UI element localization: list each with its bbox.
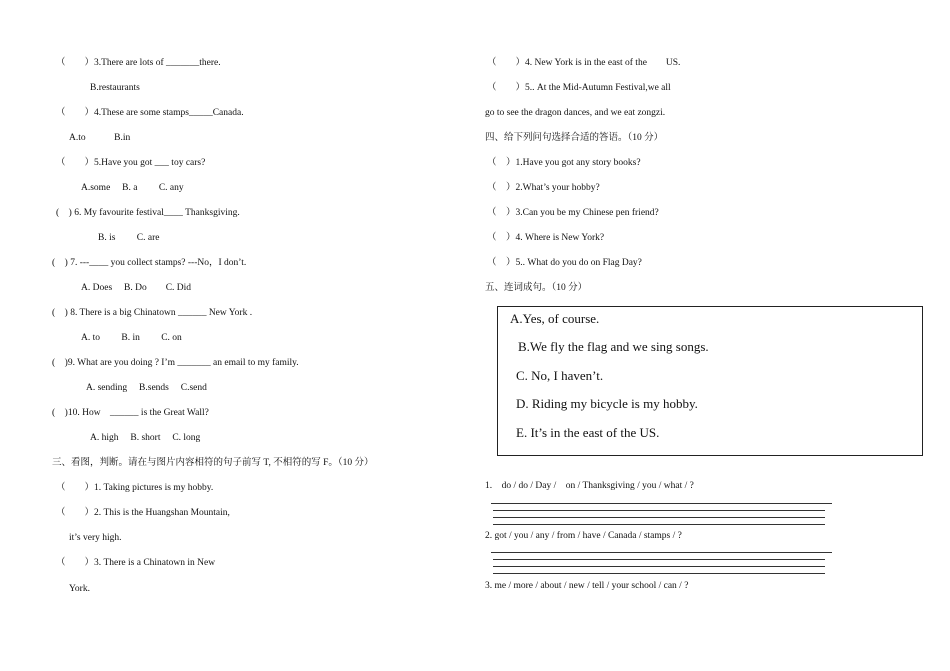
judge-item-5: （ ）5.. At the Mid-Autumn Festival,we all: [487, 83, 671, 93]
writing-line: [491, 503, 832, 504]
question-10: ( )10. How ______ is the Great Wall?: [52, 408, 209, 418]
question-6-options: B. is C. are: [98, 233, 160, 243]
answer-c: C. No, I haven’t.: [516, 368, 604, 383]
match-question-3: （ ）3.Can you be my Chinese pen friend?: [487, 208, 659, 218]
writing-line: [493, 510, 825, 511]
answer-e: E. It’s in the east of the US.: [516, 425, 660, 440]
question-7-options: A. Does B. Do C. Did: [81, 283, 192, 293]
answer-b: B.We fly the flag and we sing songs.: [518, 339, 709, 354]
judge-item-2: （ ）2. This is the Huangshan Mountain,: [56, 508, 230, 518]
section-4-heading: 四、给下列问句选择合适的答语。（10 分）: [485, 133, 664, 143]
question-9-options: A. sending B.sends C.send: [86, 383, 207, 393]
question-10-options: A. high B. short C. long: [90, 433, 201, 443]
judge-item-2-cont: it’s very high.: [69, 533, 122, 543]
question-9: ( )9. What are you doing ? I’m _______ an email to my family.: [52, 358, 299, 368]
writing-line: [493, 573, 825, 574]
writing-line: [493, 559, 825, 560]
match-question-2: （ ）2.What’s your hobby?: [487, 183, 600, 193]
question-8: ( ) 8. There is a big Chinatown ______ New York .: [52, 308, 253, 318]
section-3-heading: 三、看图，判断。请在与图片内容相符的句子前写 T, 不相符的写 F。（10 分）: [52, 458, 374, 468]
question-7: ( ) 7. ---____ you collect stamps? ---No，I don’t.: [52, 258, 247, 268]
answer-box: [497, 306, 923, 456]
answer-d: D. Riding my bicycle is my hobby.: [516, 396, 698, 411]
sentence-prompt-3: 3. me / more / about / new / tell / your school / can / ?: [485, 581, 689, 591]
question-3-options: B.restaurants: [90, 83, 140, 93]
question-6: ( ) 6. My favourite festival____ Thanksgiving.: [56, 208, 240, 218]
question-3: （ ）3.There are lots of _______there.: [56, 58, 221, 68]
writing-line: [493, 524, 825, 525]
match-question-1: （ ）1.Have you got any story books?: [487, 158, 641, 168]
judge-item-3-cont: York.: [69, 584, 90, 594]
judge-item-3: （ ）3. There is a Chinatown in New: [56, 558, 216, 568]
writing-line: [493, 566, 825, 567]
judge-item-5-cont: go to see the dragon dances, and we eat zongzi.: [485, 108, 666, 118]
question-5-options: A.some B. a C. any: [81, 183, 184, 193]
section-5-heading: 五、连词成句。（10 分）: [485, 283, 588, 293]
writing-line: [493, 517, 825, 518]
sentence-prompt-2: 2. got / you / any / from / have / Canada / stamps / ?: [485, 531, 682, 541]
writing-line: [491, 552, 832, 553]
question-4-options: A.to B.in: [69, 133, 131, 143]
question-4: （ ）4.These are some stamps_____Canada.: [56, 108, 244, 118]
judge-item-4: （ ）4. New York is in the east of the US.: [487, 58, 681, 68]
question-8-options: A. to B. in C. on: [81, 333, 182, 343]
question-5: （ ）5.Have you got ___ toy cars?: [56, 158, 206, 168]
judge-item-1: （ ）1. Taking pictures is my hobby.: [56, 483, 214, 493]
sentence-prompt-1: 1. do / do / Day / on / Thanksgiving / you / what / ?: [485, 481, 694, 491]
match-question-4: （ ）4. Where is New York?: [487, 233, 605, 243]
answer-a: A.Yes, of course.: [510, 311, 600, 326]
match-question-5: （ ）5.. What do you do on Flag Day?: [487, 258, 642, 268]
